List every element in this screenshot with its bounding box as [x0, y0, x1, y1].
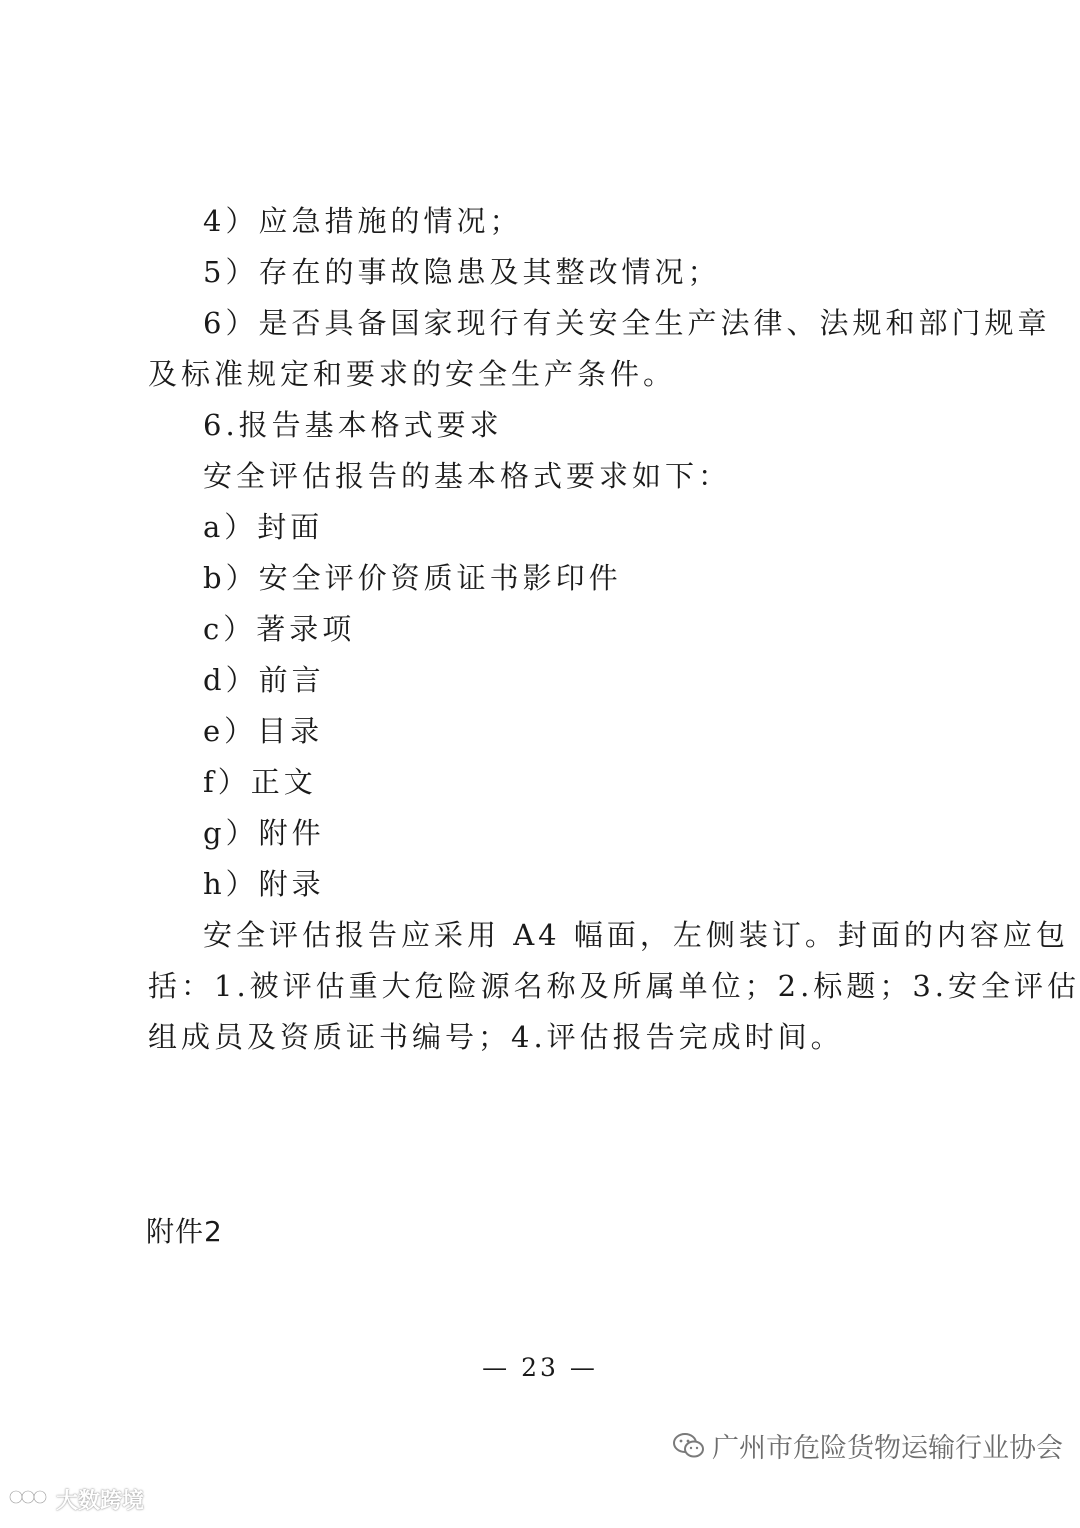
section-heading: 6.报告基本格式要求 — [203, 408, 503, 442]
text-line: 括：1.被评估重大危险源名称及所属单位；2.标题；3.安全评估 — [148, 969, 1080, 1003]
text-line: 组成员及资质证书编号；4.评估报告完成时间。 — [148, 1020, 844, 1054]
text-line: 6）是否具备国家现行有关安全生产法律、法规和部门规章 — [203, 306, 1051, 340]
attachment-label: 附件2 — [146, 1215, 223, 1248]
text-line: 安全评估报告应采用 A4 幅面，左侧装订。封面的内容应包 — [203, 918, 1069, 952]
corner-brand-name: 大数跨境 — [56, 1489, 145, 1514]
text-line: 4）应急措施的情况； — [203, 204, 523, 238]
brand-logo-icon — [8, 1485, 52, 1515]
list-item: g）附件 — [203, 816, 325, 850]
list-item: f）正文 — [203, 765, 317, 799]
text-line: 5）存在的事故隐患及其整改情况； — [203, 255, 721, 289]
text-line: 安全评估报告的基本格式要求如下： — [203, 459, 732, 493]
list-item: b）安全评价资质证书影印件 — [203, 561, 622, 595]
list-item: d）前言 — [203, 663, 325, 697]
corner-brand-watermark — [8, 1484, 144, 1515]
list-item: a）封面 — [203, 510, 324, 544]
wechat-icon — [672, 1431, 706, 1461]
wechat-account-watermark — [672, 1426, 1063, 1465]
text-line: 及标准规定和要求的安全生产条件。 — [148, 357, 677, 391]
list-item: e）目录 — [203, 714, 324, 748]
list-item: h）附录 — [203, 867, 325, 901]
wechat-account-name: 广州市危险货物运输行业协会 — [712, 1433, 1063, 1464]
page-number: — 23 — — [482, 1353, 598, 1382]
list-item: c）著录项 — [203, 612, 356, 646]
